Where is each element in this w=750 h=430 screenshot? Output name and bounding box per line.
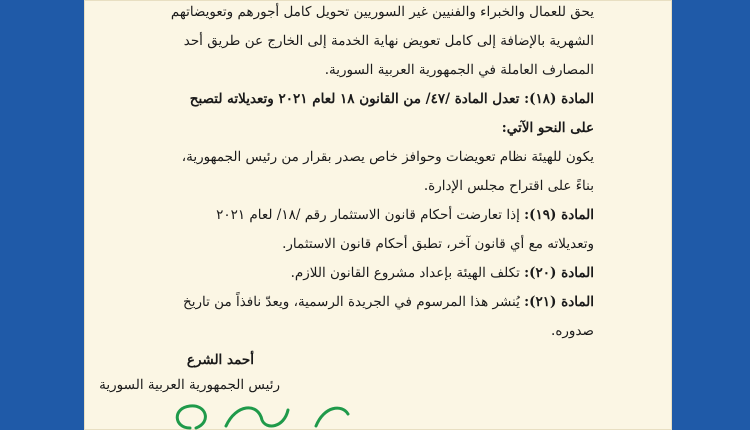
article-19-text: إذا تعارضت أحكام قانون الاستثمار رقم /١٨/ لعام ٢٠٢١ [216, 207, 520, 223]
article-20-text: تكلف الهيئة بإعداد مشروع القانون اللازم. [290, 265, 520, 281]
signatory-title: رئيس الجمهورية العربية السورية [99, 377, 280, 393]
article-17-line-2: الشهرية بالإضافة إلى كامل تعويض نهاية الخدمة إلى الخارج عن طريق أحد [183, 33, 594, 49]
handwritten-signature [166, 398, 366, 430]
article-17-line-3: المصارف العاملة في الجمهورية العربية السورية. [324, 62, 594, 78]
article-18-body-line-1: يكون للهيئة نظام تعويضات وحوافز خاص يصدر بقرار من رئيس الجمهورية، [181, 149, 594, 165]
article-20-line [291, 264, 594, 282]
article-21-line-1 [183, 293, 594, 311]
article-19-label: المادة (١٩): [524, 207, 594, 223]
document-page [84, 0, 672, 430]
article-18-heading-line-2: على النحو الآتي: [501, 120, 594, 136]
signatory-name: أحمد الشرع [186, 352, 254, 368]
article-21-label: المادة (٢١): [524, 294, 594, 310]
article-19-line-2: وتعديلاته مع أي قانون آخر، تطبق أحكام قانون الاستثمار. [282, 236, 594, 252]
article-17-line-1: يحق للعمال والخبراء والفنيين غير السوريين تحويل كامل أجورهم وتعويضاتهم [170, 4, 594, 20]
decree-text [84, 0, 672, 430]
article-18-heading-line-1: المادة (١٨): تعدل المادة /٤٧/ من القانون ١٨ لعام ٢٠٢١ وتعديلاته لتصبح [189, 91, 594, 107]
article-18-body-line-2: بناءً على اقتراح مجلس الإدارة. [423, 178, 594, 194]
article-21-line-2: صدوره. [551, 323, 594, 339]
article-20-label: المادة (٢٠): [524, 265, 594, 281]
article-21-text: يُنشر هذا المرسوم في الجريدة الرسمية، ويعدّ نافذاً من تاريخ [183, 294, 520, 310]
article-19-line-1 [216, 206, 594, 224]
